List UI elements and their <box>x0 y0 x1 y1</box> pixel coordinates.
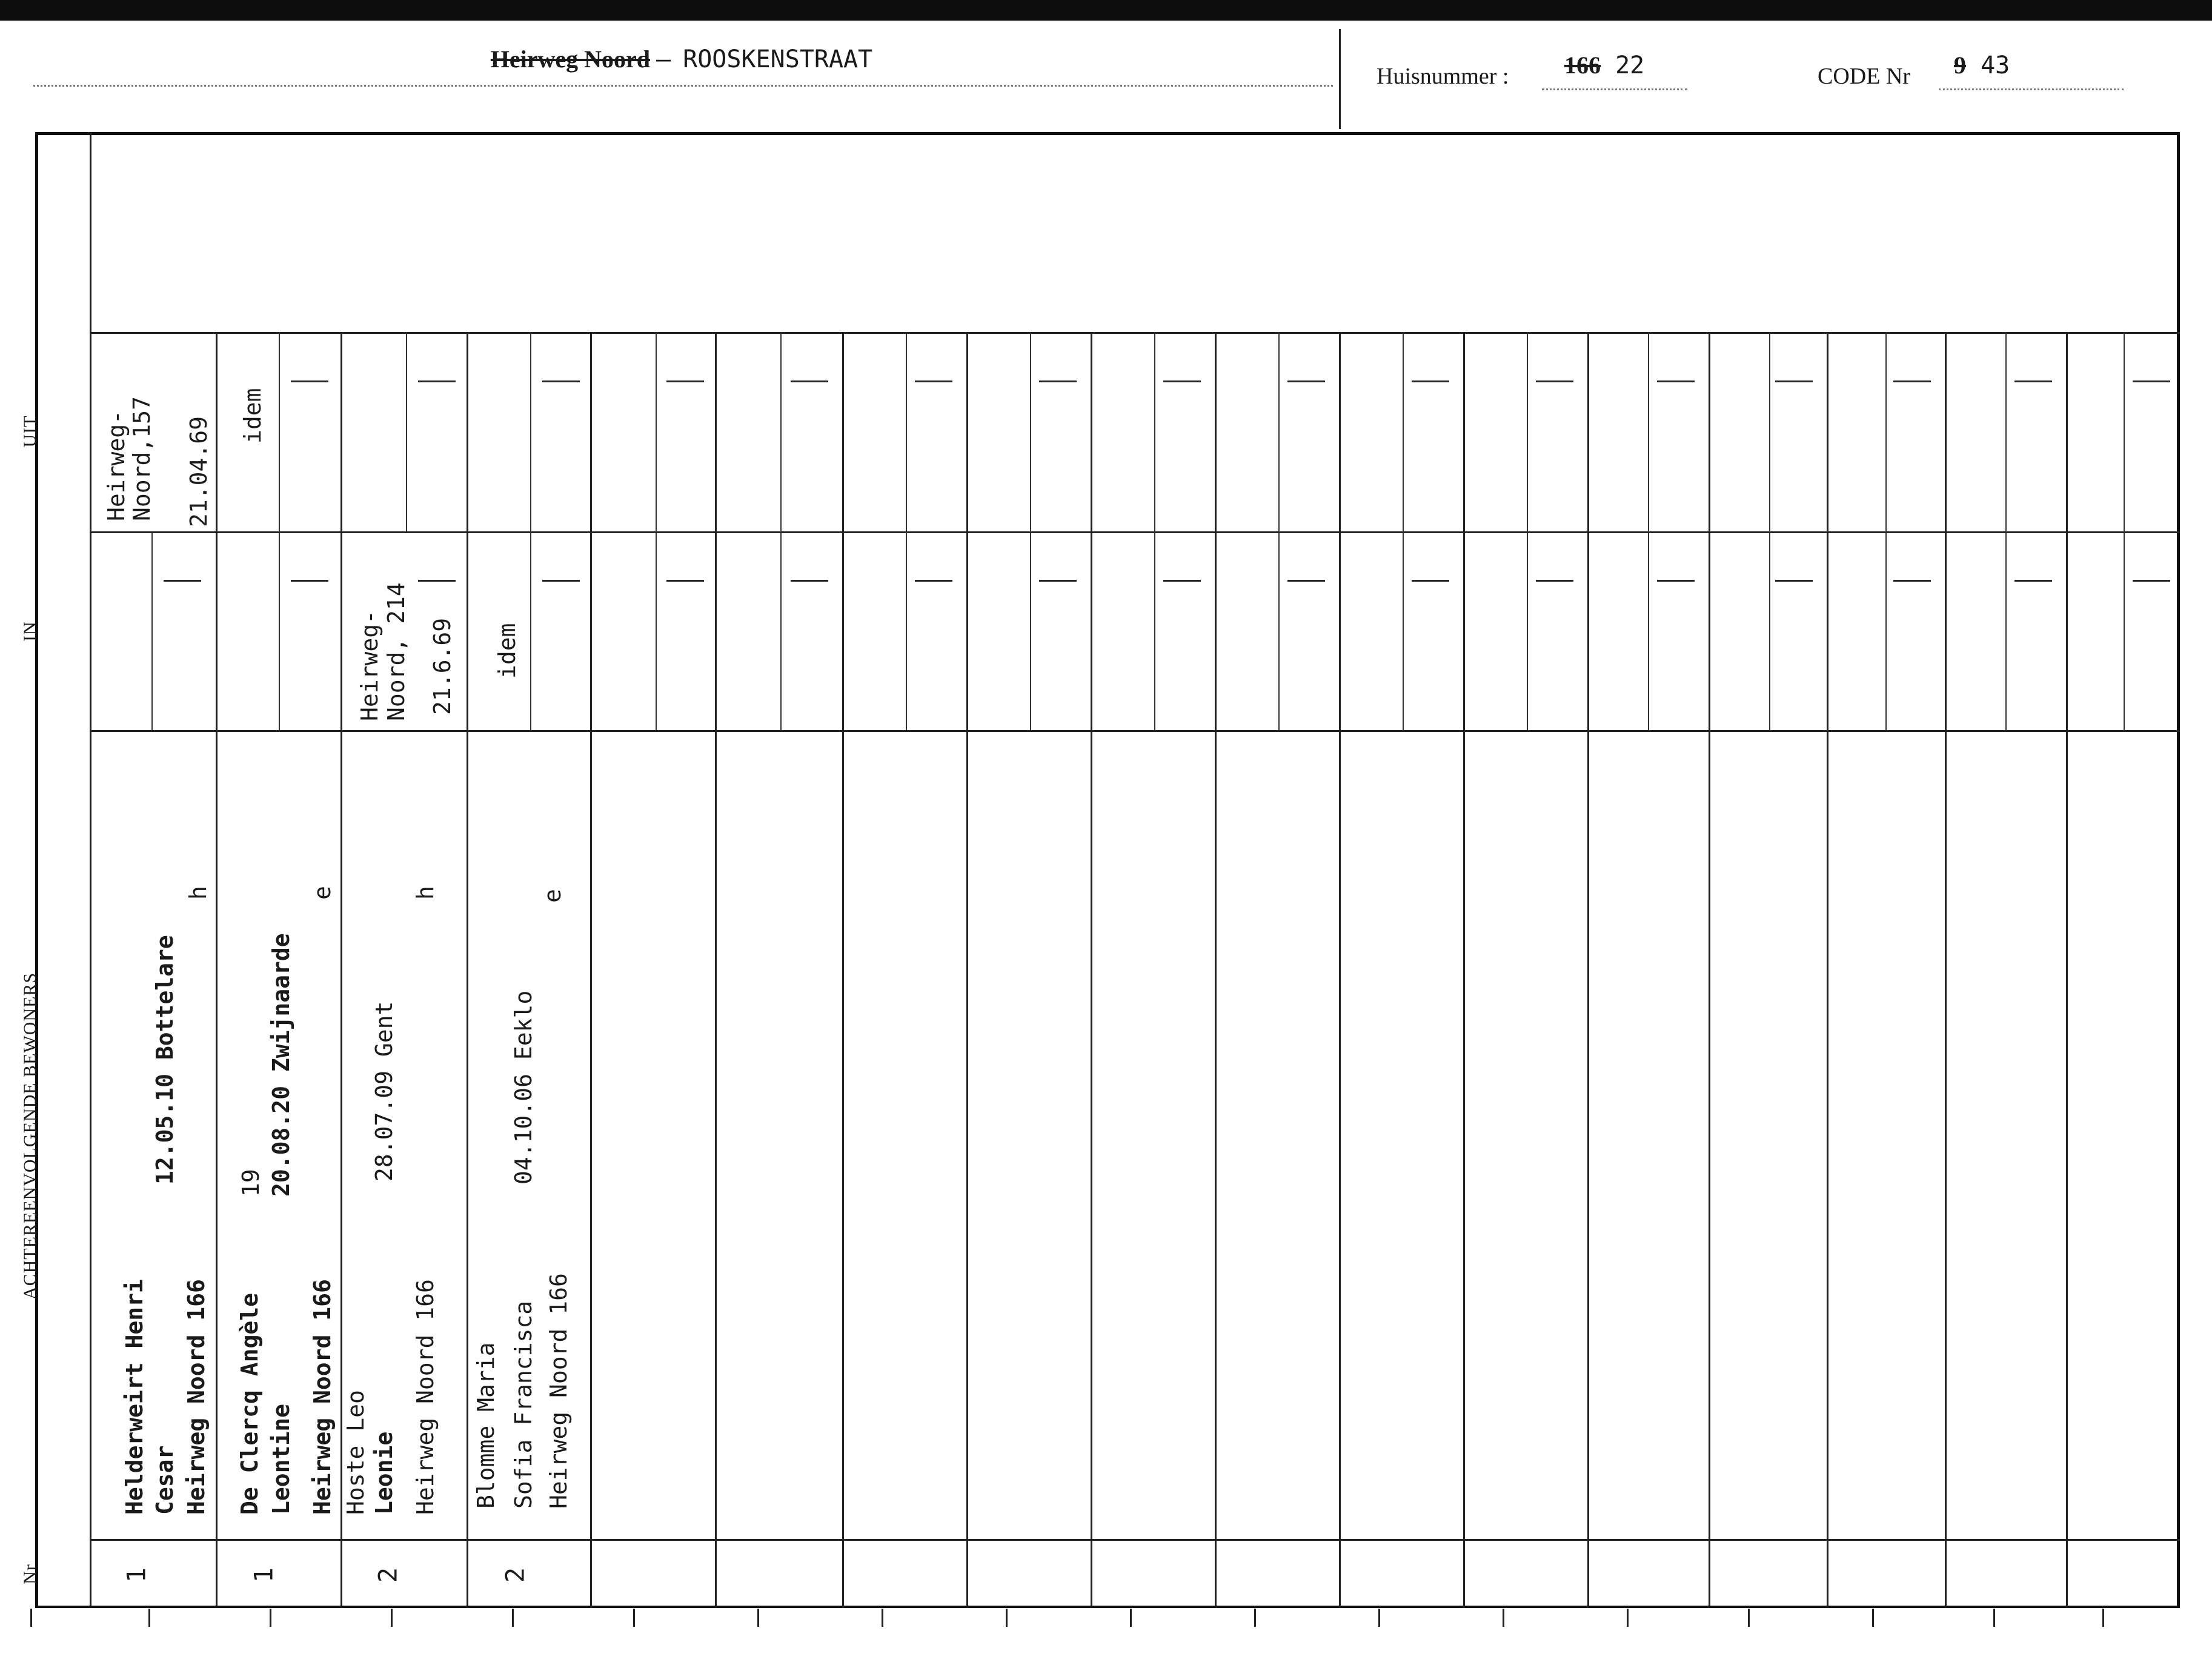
edge-tick <box>2102 1609 2104 1627</box>
header-separator <box>1339 29 1341 129</box>
edge-tick <box>1254 1609 1256 1627</box>
edge-tick <box>1872 1609 1874 1627</box>
resident-address: Heirweg Noord 166 <box>545 1273 572 1509</box>
resident-name-line2: Leontine <box>268 1403 294 1515</box>
in-dash <box>666 580 704 582</box>
uit-place-line2: Noord,157 <box>128 396 155 521</box>
in-dash <box>542 580 580 582</box>
in-dash <box>1536 580 1573 582</box>
resident-birth: 20.08.20 Zwijnaarde <box>268 933 294 1197</box>
entry-nr: 1 <box>248 1567 279 1583</box>
col-sep-9 <box>1215 332 1217 1608</box>
in-dash <box>2014 580 2052 582</box>
col-sep-8 <box>1091 332 1092 1608</box>
edge-tick <box>882 1609 883 1627</box>
resident-address: Heirweg Noord 166 <box>309 1279 336 1515</box>
row-label-uit: UIT <box>20 415 40 448</box>
uit-dash <box>1775 381 1813 382</box>
row-label-in: IN <box>20 621 40 642</box>
uit-dash <box>1657 381 1695 382</box>
resident-address: Heirweg Noord 166 <box>412 1279 439 1515</box>
col-sep-6 <box>842 332 844 1608</box>
uit-dash <box>1536 381 1573 382</box>
row-label-nr-wrap <box>0 1165 18 1407</box>
inner-sep-4 <box>530 332 531 730</box>
huisnummer-old-struck: 166 <box>1564 52 1601 79</box>
street-dash: — <box>656 45 671 73</box>
entry-nr: 2 <box>373 1567 403 1583</box>
street-dotted-line <box>33 85 1333 87</box>
edge-tick <box>1378 1609 1380 1627</box>
edge-tick <box>1130 1609 1132 1627</box>
uit-dash <box>2014 381 2052 382</box>
in-inner-sep-1 <box>151 533 153 730</box>
inner-sep-10 <box>1278 332 1280 730</box>
in-date: 21.6.69 <box>429 617 456 715</box>
inner-sep-15 <box>1885 332 1887 730</box>
inner-sep-5 <box>656 332 657 730</box>
inner-sep-8 <box>1030 332 1031 730</box>
col-sep-13 <box>1709 332 1710 1608</box>
rule-in-top <box>91 531 2180 533</box>
label-column-border <box>90 132 91 1608</box>
resident-gender: h <box>185 886 211 900</box>
entry-nr: 1 <box>121 1567 151 1583</box>
huisnummer-dotted-line <box>1542 88 1687 90</box>
uit-dash <box>291 381 328 382</box>
inner-sep-9 <box>1154 332 1155 730</box>
code-value <box>1954 51 2010 79</box>
resident-name-line2: Cesar <box>151 1445 178 1515</box>
huisnummer-new: 22 <box>1615 52 1645 79</box>
col-sep-7 <box>966 332 968 1608</box>
resident-name-line1: Blomme Maria <box>473 1342 499 1509</box>
resident-name-line2: Sofia Francisca <box>510 1300 537 1509</box>
in-dash <box>1287 580 1325 582</box>
in-dash <box>1039 580 1077 582</box>
edge-tick <box>270 1609 271 1627</box>
rule-nr-top <box>91 1539 2180 1541</box>
card-header <box>0 21 2212 130</box>
resident-gender: h <box>412 886 439 900</box>
in-dash <box>1163 580 1201 582</box>
edge-tick <box>633 1609 635 1627</box>
street-old-struck: Heirweg Noord <box>490 45 651 73</box>
street-field <box>33 45 1330 73</box>
edge-tick <box>1993 1609 1995 1627</box>
col-sep-14 <box>1827 332 1828 1608</box>
in-dash <box>291 580 328 582</box>
col-sep-3 <box>467 332 468 1608</box>
inner-sep-2 <box>279 332 280 730</box>
resident-name-line1: De Clercq Angèle <box>236 1292 263 1515</box>
col-sep-10 <box>1339 332 1341 1608</box>
col-sep-4 <box>590 332 592 1608</box>
edge-tick <box>1627 1609 1629 1627</box>
edge-tick <box>148 1609 150 1627</box>
resident-name-line1: Helderweirt Henri <box>121 1279 148 1515</box>
entry-nr: 2 <box>500 1567 530 1583</box>
in-dash <box>791 580 828 582</box>
uit-dash <box>1412 381 1449 382</box>
col-sep-1 <box>216 332 218 1608</box>
in-dash <box>418 580 456 582</box>
resident-name-line2: Leonie <box>371 1431 397 1515</box>
uit-idem: idem <box>239 388 266 444</box>
rule-uit-top <box>91 332 2180 334</box>
col-sep-5 <box>715 332 717 1608</box>
resident-gender: e <box>309 886 336 900</box>
in-dash <box>164 580 201 582</box>
street-new: ROOSKENSTRAAT <box>683 45 873 73</box>
row-label-nr: Nr <box>20 1564 40 1584</box>
uit-date: 21.04.69 <box>185 416 212 527</box>
uit-dash <box>1163 381 1201 382</box>
row-label-bewoners: ACHTEREENVOLGENDE BEWONERS <box>20 972 40 1300</box>
in-idem: idem <box>494 623 520 679</box>
edge-tick <box>1503 1609 1504 1627</box>
uit-dash <box>2133 381 2170 382</box>
edge-tick <box>1748 1609 1750 1627</box>
resident-name-line1: Hoste Leo <box>342 1390 369 1515</box>
uit-dash <box>542 381 580 382</box>
code-label: CODE Nr <box>1818 64 1911 89</box>
rule-bewoners-top <box>91 730 2180 732</box>
in-dash <box>1412 580 1449 582</box>
uit-dash <box>1287 381 1325 382</box>
code-dotted-line <box>1939 88 2124 90</box>
in-place-line2: Noord, 214 <box>383 582 410 721</box>
in-dash <box>1893 580 1931 582</box>
col-sep-15 <box>1945 332 1947 1608</box>
inner-sep-6 <box>780 332 782 730</box>
register-table <box>35 132 2180 1608</box>
uit-inner-sep-3 <box>406 332 407 531</box>
top-dark-band <box>0 0 2212 21</box>
edge-tick <box>1006 1609 1008 1627</box>
inner-sep-14 <box>1769 332 1770 730</box>
resident-birth: 12.05.10 Bottelare <box>151 935 178 1185</box>
resident-birth: 04.10.06 Eeklo <box>510 990 537 1185</box>
code-new: 43 <box>1981 52 2010 79</box>
uit-dash <box>1039 381 1077 382</box>
in-dash <box>1775 580 1813 582</box>
inner-sep-17 <box>2124 332 2125 730</box>
in-dash <box>2133 580 2170 582</box>
uit-dash <box>915 381 952 382</box>
uit-dash <box>666 381 704 382</box>
uit-dash <box>1893 381 1931 382</box>
edge-tick <box>757 1609 759 1627</box>
col-sep-11 <box>1463 332 1465 1608</box>
inner-sep-7 <box>906 332 907 730</box>
inner-sep-13 <box>1648 332 1649 730</box>
col-sep-16 <box>2066 332 2068 1608</box>
code-old-struck: 9 <box>1954 52 1966 79</box>
inner-sep-16 <box>2005 332 2007 730</box>
inner-sep-12 <box>1527 332 1528 730</box>
in-place-line1: Heirweg- <box>356 610 383 721</box>
in-dash <box>1657 580 1695 582</box>
huisnummer-value <box>1564 51 1644 79</box>
huisnummer-label: Huisnummer : <box>1377 64 1509 89</box>
inner-sep-11 <box>1403 332 1404 730</box>
resident-birth: 28.07.09 Gent <box>371 1001 397 1181</box>
uit-dash <box>791 381 828 382</box>
edge-tick <box>512 1609 514 1627</box>
edge-tick <box>30 1609 32 1627</box>
col-sep-12 <box>1587 332 1589 1608</box>
resident-address: Heirweg Noord 166 <box>183 1279 210 1515</box>
birth-day-correction: 19 <box>237 1169 264 1197</box>
resident-gender: e <box>539 889 566 903</box>
edge-tick <box>391 1609 393 1627</box>
uit-place-line1: Heirweg- <box>103 410 130 521</box>
uit-dash <box>418 381 456 382</box>
in-dash <box>915 580 952 582</box>
